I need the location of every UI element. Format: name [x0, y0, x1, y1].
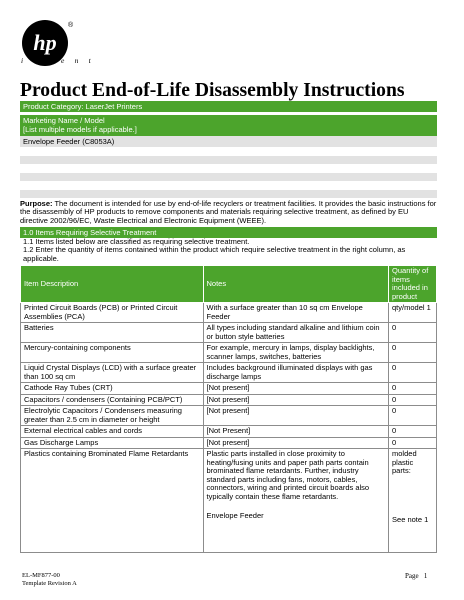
table-row: [21, 383, 437, 395]
item-description: Plastics containing Brominated Flame Retardants: [21, 449, 204, 553]
item-quantity: 0: [389, 437, 437, 449]
item-notes: All types including standard alkaline and lithium coin or button style batteries: [203, 323, 389, 343]
invent-tagline: i n v e n t: [21, 56, 95, 65]
table-row: [21, 343, 437, 363]
footer-doc-info: [22, 572, 77, 588]
product-info-block: [20, 101, 437, 198]
footer-page-number: 1: [423, 572, 428, 580]
section-line-2: 1.2 Enter the quantity of items contained within the product which require selective treatment in the right column, as applicable.: [23, 245, 406, 263]
item-notes-cell: [203, 449, 389, 553]
item-description: Electrolytic Capacitors / Condensers measuring greater than 2.5 cm in diameter or height: [21, 406, 204, 426]
model-row-blank: [20, 147, 437, 156]
item-description: Mercury-containing components: [21, 343, 204, 363]
item-quantity: 0: [389, 343, 437, 363]
model-name: Envelope Feeder (C8053A): [20, 136, 437, 147]
hp-logo-mark: hp: [22, 20, 68, 66]
item-description: External electrical cables and cords: [21, 426, 204, 438]
item-notes: [Not present]: [203, 406, 389, 426]
marketing-header-line2: [List multiple models if applicable.]: [23, 125, 137, 134]
header-notes: Notes: [203, 266, 389, 303]
table-header-row: [21, 266, 437, 303]
footer-page-label: Page: [405, 572, 419, 580]
model-row-blank: [20, 190, 437, 198]
item-quantity: 0: [389, 426, 437, 438]
page-title: Product End-of-Life Disassembly Instructions: [20, 80, 405, 101]
item-notes: [Not present]: [203, 437, 389, 449]
item-notes: [Not Present]: [203, 426, 389, 438]
registered-mark: ®: [68, 22, 74, 29]
item-quantity: 0: [389, 394, 437, 406]
item-description: Capacitors / condensers (Containing PCB/PCT): [21, 394, 204, 406]
footer-page: [405, 572, 427, 580]
model-row-blank: [20, 173, 437, 181]
item-quantity: 0: [389, 406, 437, 426]
selective-treatment-table: [20, 265, 437, 553]
header-quantity: Quantity of items included in product: [389, 266, 437, 303]
item-quantity: molded plastic parts:: [392, 449, 417, 475]
item-description: Liquid Crystal Displays (LCD) with a surface greater than 100 sq cm: [21, 363, 204, 383]
model-row-blank: [20, 164, 437, 173]
item-notes: With a surface greater than 10 sq cm Envelope Feeder: [203, 303, 389, 323]
item-notes-extra: Envelope Feeder: [206, 511, 264, 520]
item-quantity: 0: [389, 363, 437, 383]
item-quantity-extra: See note 1: [392, 514, 429, 524]
item-quantity: qty/model 1: [389, 303, 437, 323]
table-row: [21, 394, 437, 406]
item-quantity: 0: [389, 383, 437, 395]
section-title-bar: 1.0 Items Requiring Selective Treatment: [20, 227, 437, 238]
item-notes: For example, mercury in lamps, display backlights, scanner lamps, switches, batteries: [203, 343, 389, 363]
product-category-bar: Product Category: LaserJet Printers: [20, 101, 437, 112]
purpose-text: The document is intended for use by end-of-life recyclers or treatment facilities. It provides the basic instructions for the disassembly of HP products to remove components and materials requiring selective treatment, as defined by EU directive 2002/96/EC, Waste Electrical and Electronic Equipment (WEEE).: [20, 199, 437, 225]
table-row: [21, 323, 437, 343]
marketing-header-line1: Marketing Name / Model: [23, 116, 105, 125]
item-description: Cathode Ray Tubes (CRT): [21, 383, 204, 395]
table-row: [21, 449, 437, 553]
model-row-blank: [20, 181, 437, 190]
purpose-paragraph: [20, 200, 437, 225]
table-row: [21, 437, 437, 449]
item-notes: Plastic parts installed in close proximity to heating/fusing units and paper path parts contain brominated flame retardants. Further, industry standard parts including fans, motors, cables, connectors, wiring and printed circuit boards also typically contain these flame retardants.: [206, 449, 370, 501]
model-row-blank: [20, 156, 437, 164]
header-item-description: Item Description: [21, 266, 204, 303]
item-description: Batteries: [21, 323, 204, 343]
marketing-name-header: [20, 115, 437, 136]
item-quantity-cell: [389, 449, 437, 553]
section-instructions: [20, 238, 437, 263]
item-description: Gas Discharge Lamps: [21, 437, 204, 449]
item-description: Printed Circuit Boards (PCB) or Printed Circuit Assemblies (PCA): [21, 303, 204, 323]
table-row: [21, 426, 437, 438]
section-line-1: 1.1 Items listed below are classified as requiring selective treatment.: [23, 237, 250, 246]
footer-doc-id: EL-MF877-00: [22, 572, 60, 579]
table-row: [21, 406, 437, 426]
item-notes: Includes background illuminated displays with gas discharge lamps: [203, 363, 389, 383]
item-notes: [Not present]: [203, 394, 389, 406]
table-row: [21, 363, 437, 383]
footer-template: Template Revision A: [22, 580, 77, 587]
purpose-label: Purpose:: [20, 199, 53, 208]
item-quantity: 0: [389, 323, 437, 343]
item-notes: [Not present]: [203, 383, 389, 395]
table-row: [21, 303, 437, 323]
